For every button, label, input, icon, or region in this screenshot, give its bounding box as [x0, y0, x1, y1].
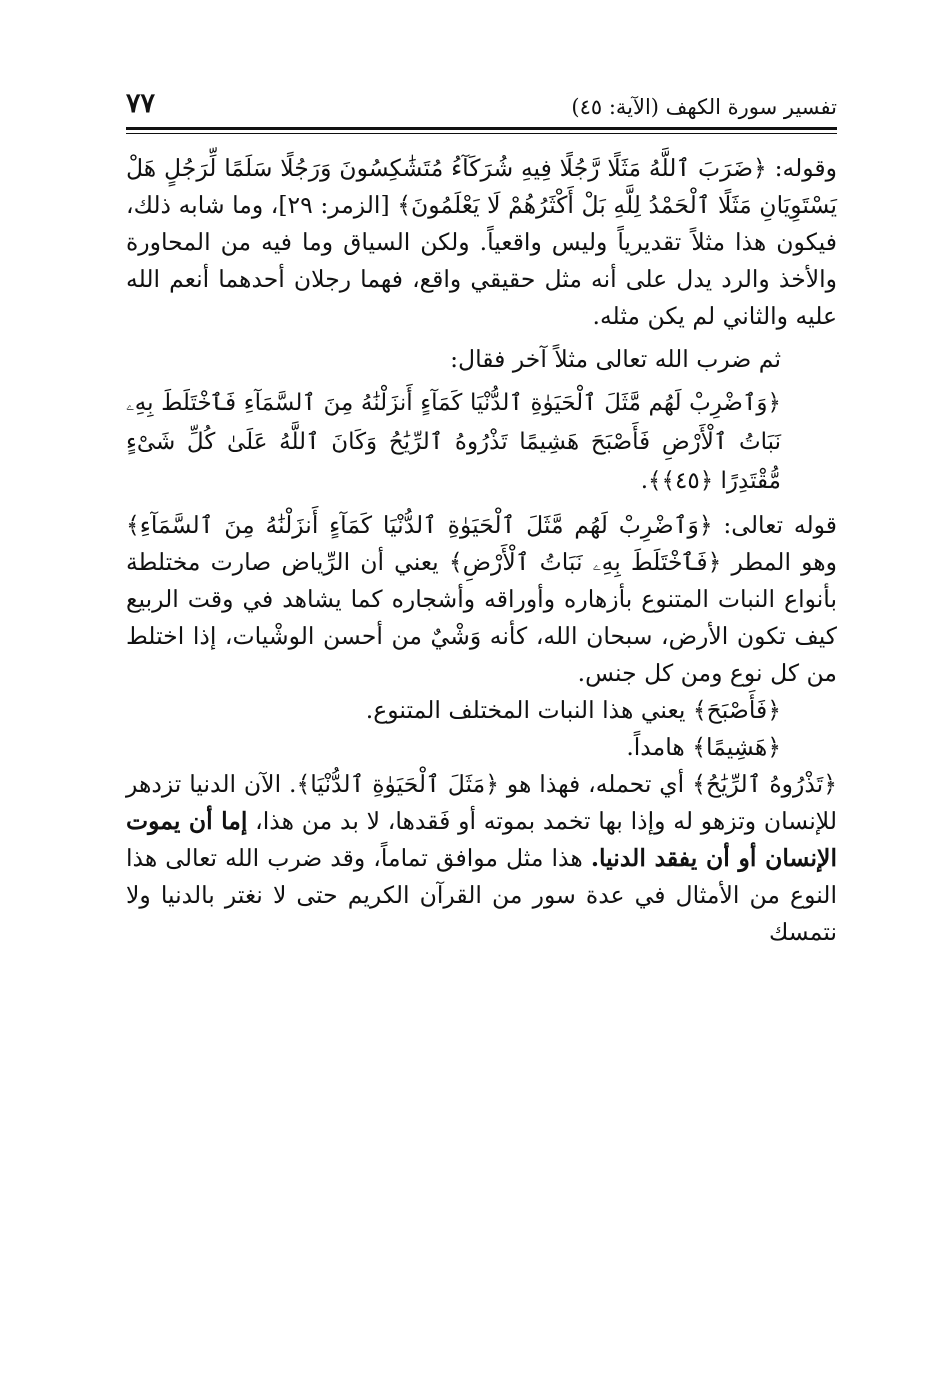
page-body	[126, 150, 837, 951]
paragraph-intro-verse: ثم ضرب الله تعالى مثلاً آخر فقال:	[450, 345, 781, 373]
quran-verse-45: ﴿وَٱضْرِبْ لَهُم مَّثَلَ ٱلْحَيَوٰةِ ٱلدُّنْيَا كَمَآءٍ أَنزَلْنَٰهُ مِنَ ٱلسَّمَآءِ فَٱخْتَلَطَ بِهِۦ نَبَاتُ ٱلْأَرْضِ فَأَصْبَحَ هَشِيمًا تَذْرُوهُ ٱلرِّيَٰحُ وَكَانَ ٱللَّهُ عَلَىٰ كُلِّ شَىْءٍ مُّقْتَدِرًا ﴿٤٥﴾﴾.	[126, 390, 781, 494]
paragraph-commentary-2	[126, 766, 837, 951]
paragraph-fa-asbaha: ﴿فَأَصْبَحَ﴾ يعني هذا النبات المختلف المتنوع.	[365, 696, 781, 724]
paragraph-zumar-example: وقوله: ﴿ضَرَبَ ٱللَّهُ مَثَلًا رَّجُلًا فِيهِ شُرَكَآءُ مُتَشَٰكِسُونَ وَرَجُلًا سَلَمًا لِّرَجُلٍ هَلْ يَسْتَوِيَانِ مَثَلًا ٱلْحَمْدُ لِلَّهِ بَلْ أَكْثَرُهُمْ لَا يَعْلَمُونَ﴾ [الزمر: ٢٩]، وما شابه ذلك، فيكون هذا مثلاً تقديرياً وليس واقعياً. ولكن السياق وما فيه من المحاورة والأخذ والرد يدل على أنه مثل حقيقي واقع، فهما رجلان أحدهما أنعم الله عليه والثاني لم يكن مثله.	[126, 154, 838, 330]
header-rule-thin	[126, 133, 837, 134]
commentary-2-end: هذا مثل موافق تماماً، وقد ضرب الله تعالى هذا النوع من الأمثال في عدة سور من القرآن الكريم حتى لا نغتر بالدنيا ولا نتمسك	[126, 844, 837, 946]
page	[126, 88, 837, 951]
page-header	[126, 88, 837, 125]
commentary-2-bold: إما أن يموت الإنسان أو أن يفقد الدنيا.	[126, 807, 837, 872]
page-number: ٧٧	[126, 88, 156, 119]
paragraph-commentary-1: قوله تعالى: ﴿وَٱضْرِبْ لَهُم مَّثَلَ ٱلْحَيَوٰةِ ٱلدُّنْيَا كَمَآءٍ أَنزَلْنَٰهُ مِنَ ٱلسَّمَآءِ﴾ وهو المطر ﴿فَٱخْتَلَطَ بِهِۦ نَبَاتُ ٱلْأَرْضِ﴾ يعني أن الرِّياض صارت مختلطة بأنواع النبات المتنوع بأزهاره وأوراقه وأشجاره كما يشاهد في وقت الربيع كيف تكون الأرض، سبحان الله، كأنه وَشْيٌ من أحسن الوشْيات، إذا اختلط من كل نوع ومن كل جنس.	[126, 511, 837, 687]
paragraph-hashiman: ﴿هَشِيمًا﴾ هامداً.	[626, 733, 781, 761]
header-rule-thick	[126, 127, 837, 130]
running-header-title: تفسير سورة الكهف (الآية: ٤٥)	[571, 95, 837, 119]
commentary-2-text: ﴿تَذْرُوهُ ٱلرِّيَٰحُ﴾ أي تحمله، فهذا هو ﴿مَثَلَ ٱلْحَيَوٰةِ ٱلدُّنْيَا﴾. الآن الدنيا تزدهر للإنسان وتزهو له وإذا بها تخمد بموته أو فَقدها، لا بد من هذا،	[126, 770, 837, 835]
